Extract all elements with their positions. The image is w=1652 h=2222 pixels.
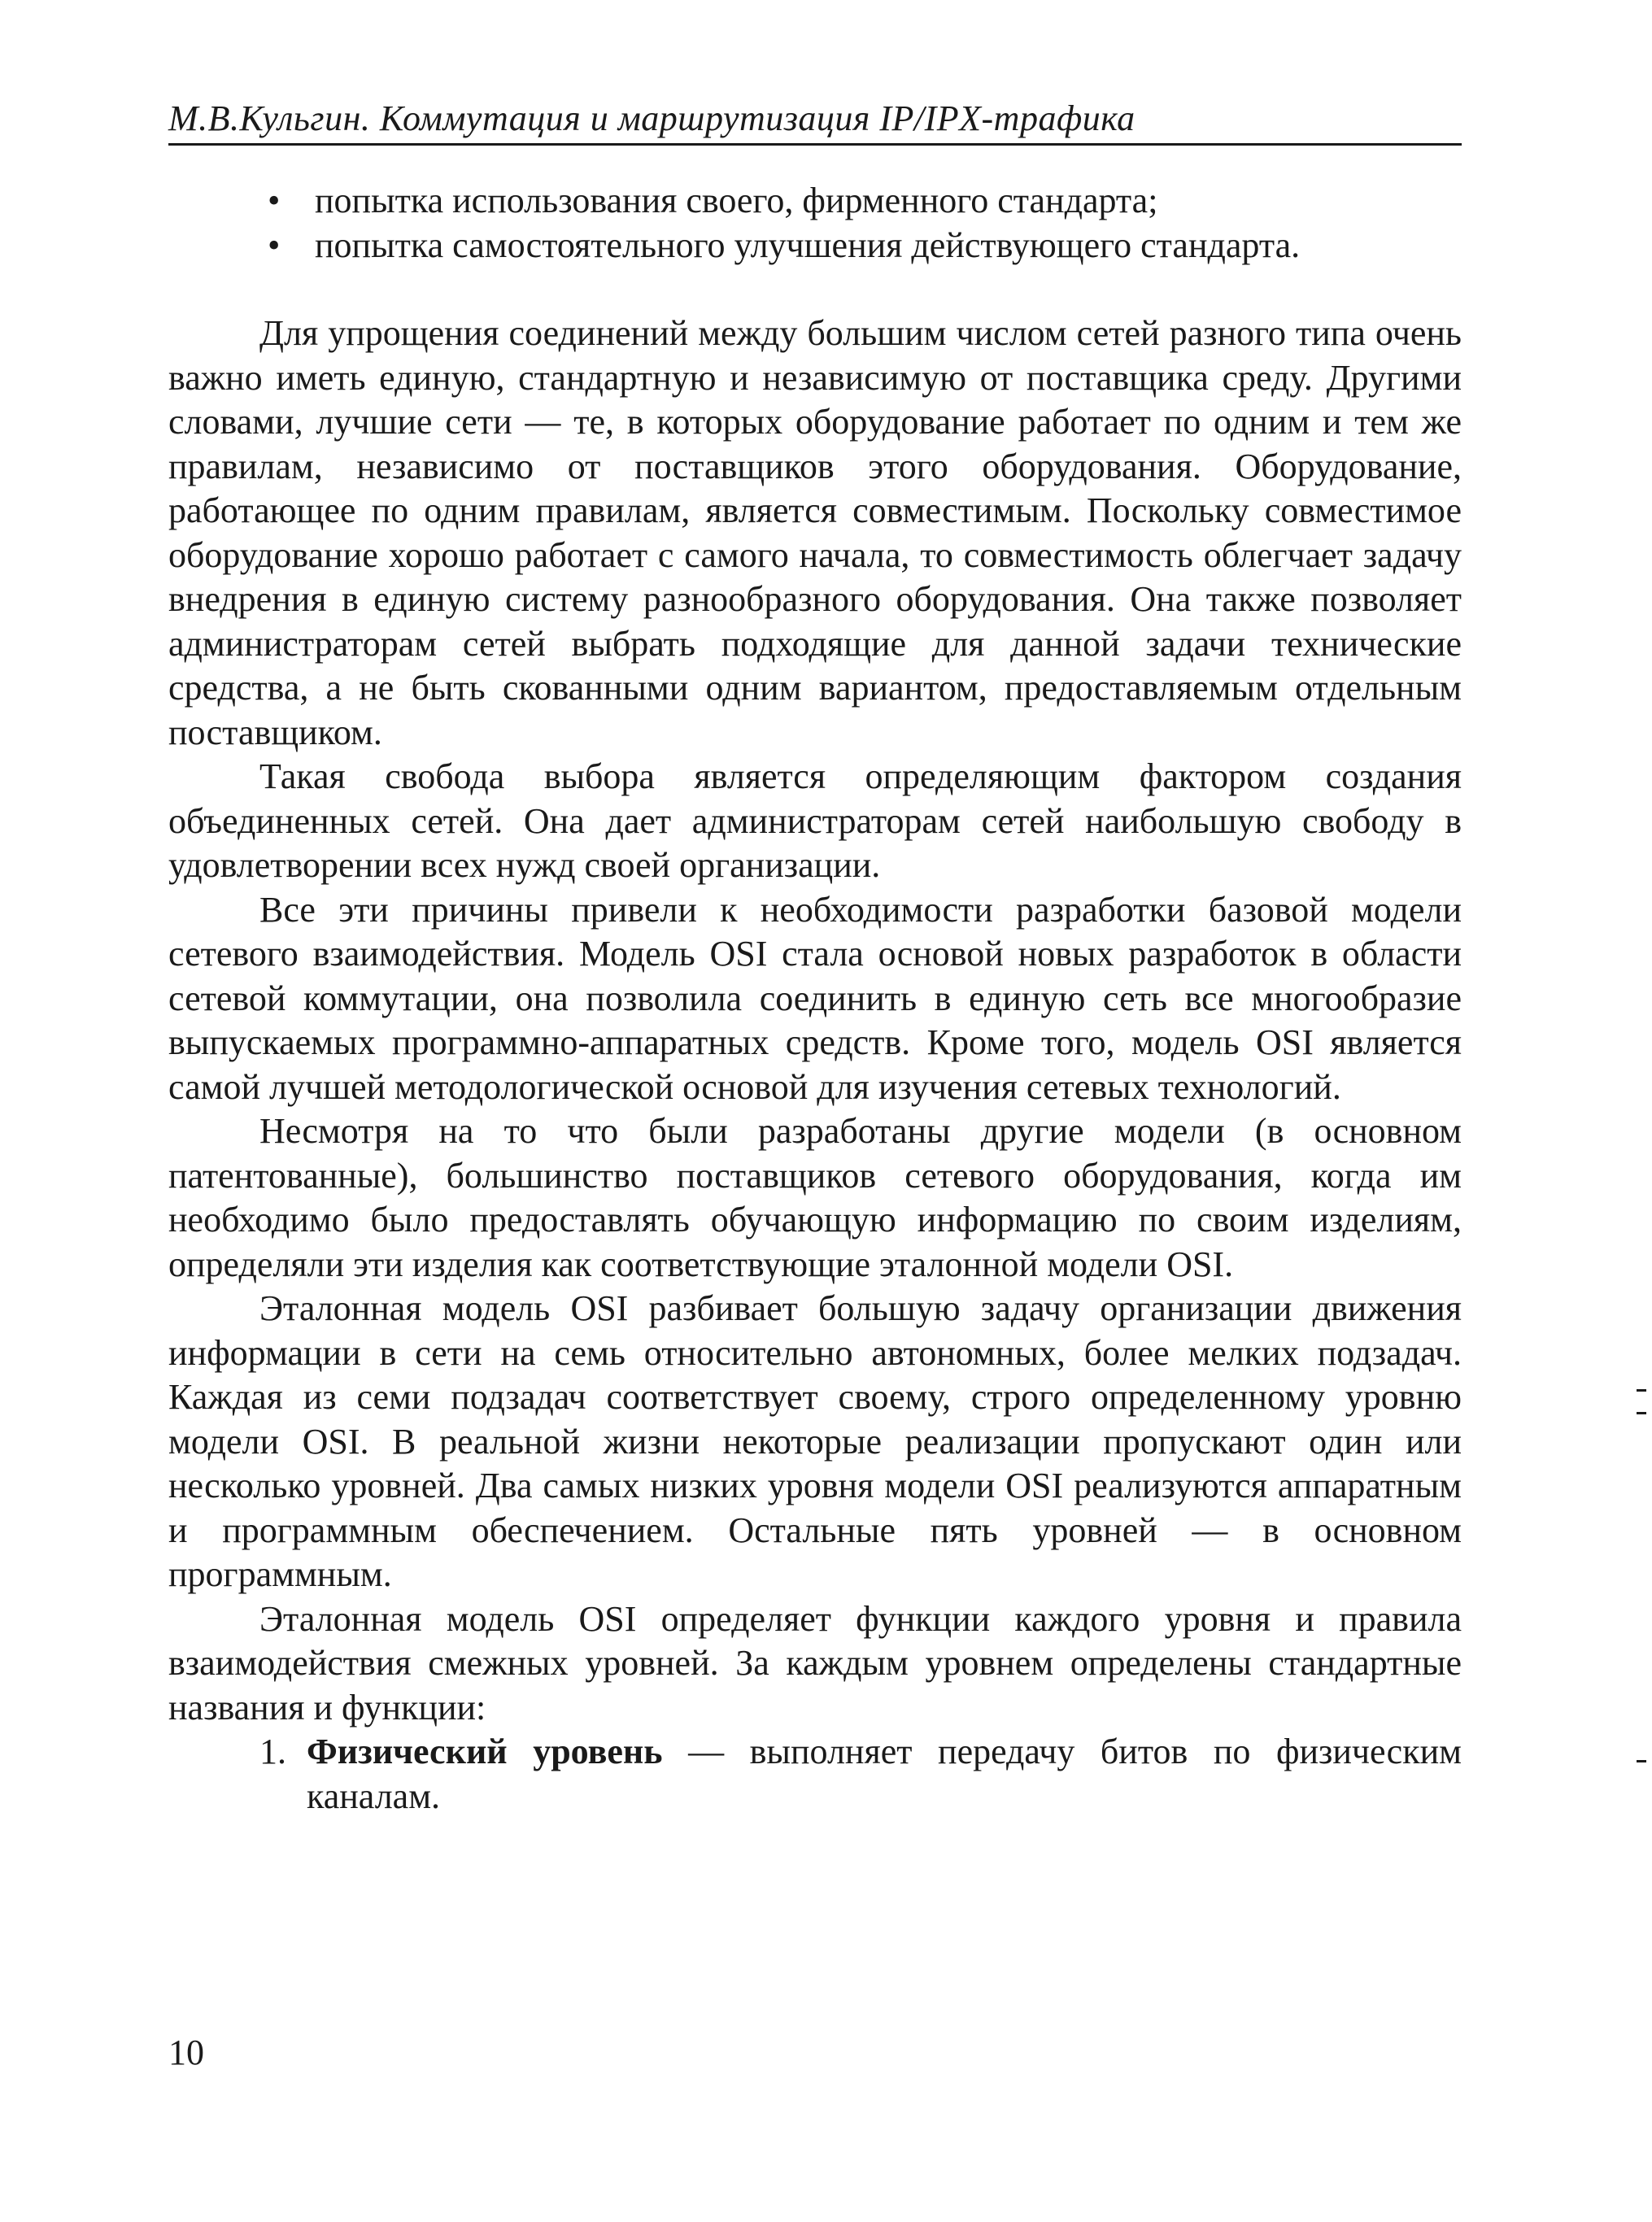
paragraph: Для упрощения соединений между большим числом сетей разного типа очень важно иметь единую, стандартную и независимую от поставщика среду. Другими словами, лучшие сети — те, в которых оборудование работает по одним и тем же правилам, независимо от поставщиков этого оборудования. Оборудование, работающее по одним правилам, является совместимым. Поскольку совместимое оборудование хорошо работает с самого начала, то совместимость облегчает задачу внедрения в единую систему разнообразного оборудования. Она также позволяет администраторам сетей выбрать подходящие для данной задачи технические средства, а не быть скованными одним вариантом, предоставляемым отдельным поставщиком.: [168, 313, 1462, 752]
paragraph: Эталонная модель OSI определяет функции каждого уровня и правила взаимодействия смежных уровней. За каждым уровнем определены стандартные названия и функции:: [168, 1598, 1462, 1727]
bullet-list: [168, 179, 1462, 268]
paragraph: Несмотря на то что были разработаны другие модели (в основном патентованные), большинство поставщиков сетевого оборудования, когда им необходимо было предоставлять обучающую информацию по своим изделиям, определяли эти изделия как соответствующие эталонной модели OSI.: [168, 1111, 1462, 1284]
bullet-item-text: попытка самостоятельного улучшения действующего стандарта.: [315, 224, 1301, 265]
bullet-item-text: попытка использования своего, фирменного стандарта;: [315, 181, 1158, 220]
page-number: 10: [168, 2032, 204, 2072]
bullet-item: [259, 179, 1462, 224]
paragraph: Все эти причины привели к необходимости разработки базовой модели сетевого взаимодействия. Модель OSI стала основой новых разработок в области сетевой коммутации, она позволила соединить в единую сеть все многообразие выпускаемых программно-аппаратных средств. Кроме того, модель OSI является самой лучшей методологической основой для изучения сетевых технологий.: [168, 889, 1462, 1107]
list-item-term: Физический уровень: [307, 1732, 663, 1771]
bullet-dot-icon: •: [268, 181, 281, 220]
running-header: [168, 96, 1462, 146]
margin-tick: [1637, 1412, 1646, 1414]
bullet-dot-icon: •: [268, 224, 281, 265]
bullet-item: [259, 224, 1462, 268]
list-item-text: — выполняет передачу битов по физическим каналам.: [307, 1732, 1462, 1816]
margin-tick: [1637, 1389, 1646, 1392]
running-header-title: М.В.Кульгин. Коммутация и маршрутизация IP/IPX-трафика: [168, 98, 1135, 138]
page-body: [168, 179, 1462, 1819]
paragraph: Эталонная модель OSI разбивает большую задачу организации движения информации в сети на семь относительно автономных, более мелких подзадач. Каждая из семи подзадач соответствует своему, строго определенному уровню модели OSI. В реальной жизни некоторые реализации пропускают один или несколько уровней. Два самых низких уровня модели OSI реализуются аппаратным и программным обеспечением. Остальные пять уровней — в основном программным.: [168, 1288, 1462, 1594]
list-item-number: 1.: [259, 1732, 286, 1771]
margin-tick: [1637, 1760, 1646, 1762]
numbered-list-item: [168, 1730, 1462, 1819]
paragraph: Такая свобода выбора является определяющим фактором создания объединенных сетей. Она дает администраторам сетей наибольшую свободу в удовлетворении всех нужд своей организации.: [168, 756, 1462, 885]
